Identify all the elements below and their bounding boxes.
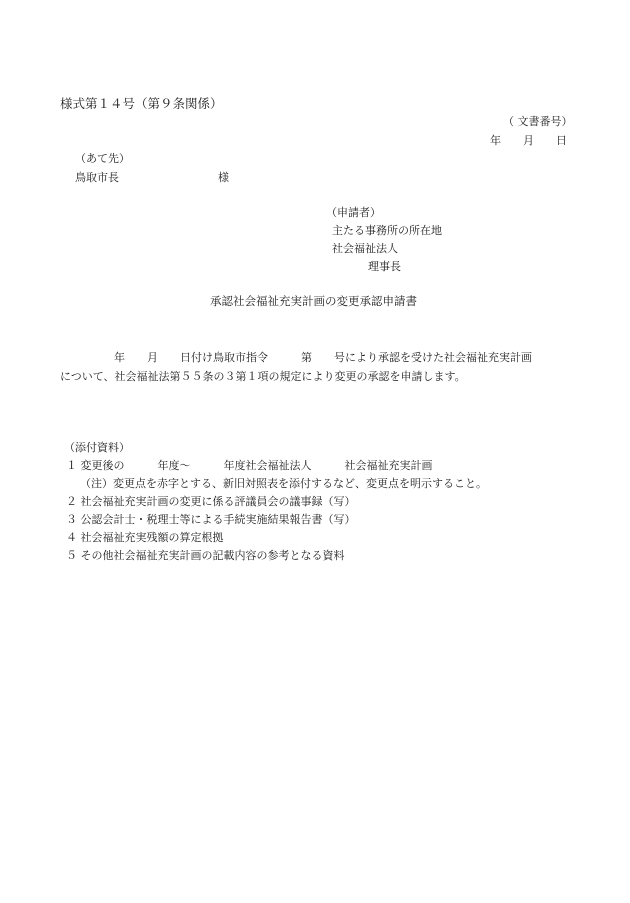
form-number: 様式第１４号（第９条関係）: [60, 96, 223, 111]
body-line-1: 年 月 日付け鳥取市指令 第 号により承認を受けた社会福祉充実計画: [114, 351, 532, 364]
attachment-item-3: ３ 公認会計士・税理士等による手続実施結果報告書（写）: [66, 513, 356, 526]
addressee-name: 鳥取市長 様: [75, 171, 229, 184]
attachments-heading: （添付資料）: [64, 441, 130, 454]
attachment-item-1: １ 変更後の 年度～ 年度社会福祉法人 社会福祉充実計画: [66, 459, 433, 472]
document-title: 承認社会福祉充実計画の変更承認申請書: [210, 294, 417, 308]
addressee-label: （あて先）: [75, 152, 130, 165]
applicant-label: （申請者）: [326, 206, 381, 219]
applicant-corporation: 社会福祉法人: [332, 242, 398, 255]
attachment-note: （注）変更点を赤字とする、新旧対照表を添付するなど、変更点を明示すること。: [80, 477, 487, 490]
applicant-office-location: 主たる事務所の所在地: [332, 224, 442, 237]
attachment-item-5: ５ その他社会福祉充実計画の記載内容の参考となる資料: [66, 549, 345, 562]
applicant-chairperson: 理事長: [368, 260, 401, 273]
attachment-item-4: ４ 社会福祉充実残額の算定根拠: [66, 531, 224, 544]
document-number: （ 文書番号）: [503, 115, 573, 128]
body-line-2: について、社会福祉法第５５条の３第１項の規定により変更の承認を申請します。: [60, 370, 466, 383]
attachment-item-2: ２ 社会福祉充実計画の変更に係る評議員会の議事録（写）: [66, 495, 356, 508]
date-line: 年 月 日: [490, 134, 567, 147]
